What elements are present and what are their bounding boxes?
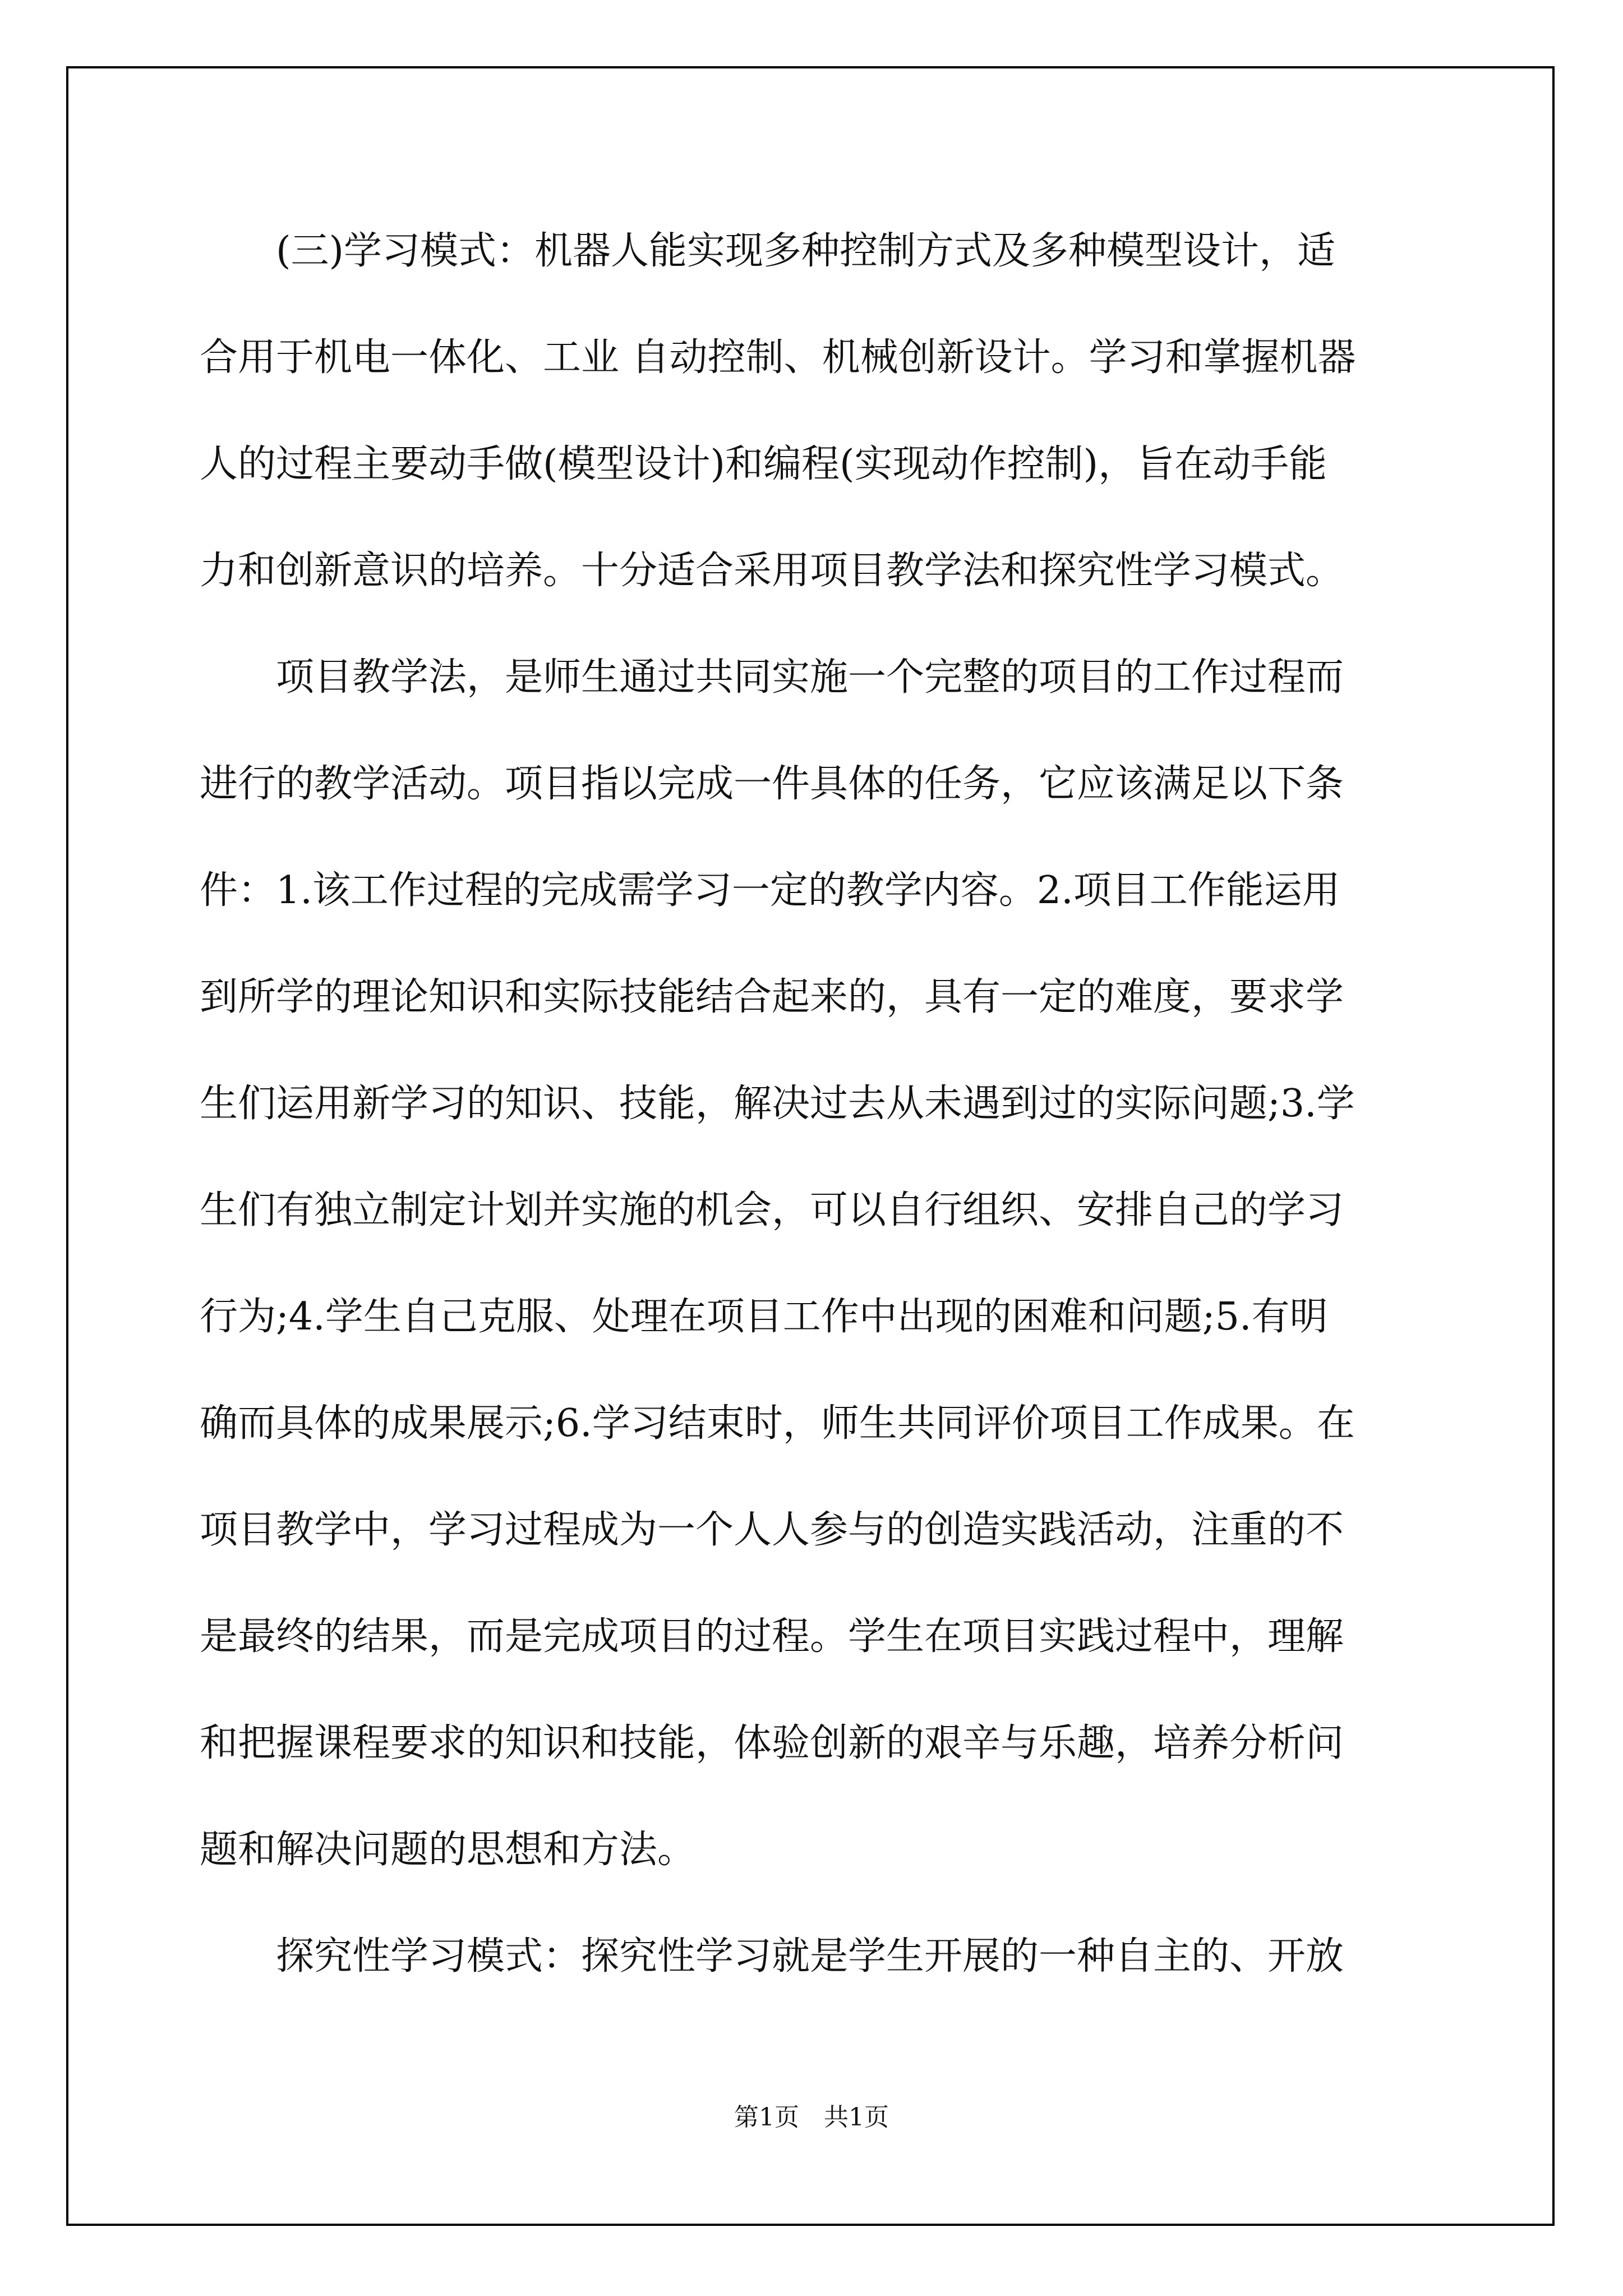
page-border [66,66,1555,2226]
paragraph-line: 生们运用新学习的知识、技能，解决过去从未遇到过的实际问题;3.学 [200,1082,1355,1126]
paragraph-line: 题和解决问题的思想和方法。 [200,1828,696,1872]
paragraph-line: 行为;4.学生自己克服、处理在项目工作中出现的困难和问题;5.有明 [200,1295,1328,1339]
paragraph-line: 人的过程主要动手做(模型设计)和编程(实现动作控制)，旨在动手能 [200,442,1327,486]
paragraph-line: 合用于机电一体化、工业 自动控制、机械创新设计。学习和掌握机器 [200,335,1356,380]
paragraph-line: 探究性学习模式：探究性学习就是学生开展的一种自主的、开放 [200,1934,1344,1978]
paragraph-line: 力和创新意识的培养。十分适合采用项目教学法和探究性学习模式。 [200,549,1344,593]
page-number-footer: 第1页 共1页 [734,2103,889,2132]
paragraph-line: 确而具体的成果展示;6.学习结束时，师生共同评价项目工作成果。在 [200,1401,1355,1446]
paragraph-line: 到所学的理论知识和实际技能结合起来的，具有一定的难度，要求学 [200,975,1344,1019]
paragraph-line: (三)学习模式：机器人能实现多种控制方式及多种模型设计，适 [200,229,1336,273]
paragraph-line: 是最终的结果，而是完成项目的过程。学生在项目实践过程中，理解 [200,1614,1344,1659]
paragraph-line: 进行的教学活动。项目指以完成一件具体的任务，它应该满足以下条 [200,762,1344,806]
paragraph-line: 项目教学中，学习过程成为一个人人参与的创造实践活动，注重的不 [200,1508,1344,1552]
paragraph-line: 项目教学法，是师生通过共同实施一个完整的项目的工作过程而 [200,655,1344,700]
paragraph-line: 生们有独立制定计划并实施的机会，可以自行组织、安排自己的学习 [200,1188,1344,1232]
paragraph-line: 件：1.该工作过程的完成需学习一定的教学内容。2.项目工作能运用 [200,868,1340,913]
paragraph-line: 和把握课程要求的知识和技能，体验创新的艰辛与乐趣，培养分析问 [200,1721,1344,1765]
